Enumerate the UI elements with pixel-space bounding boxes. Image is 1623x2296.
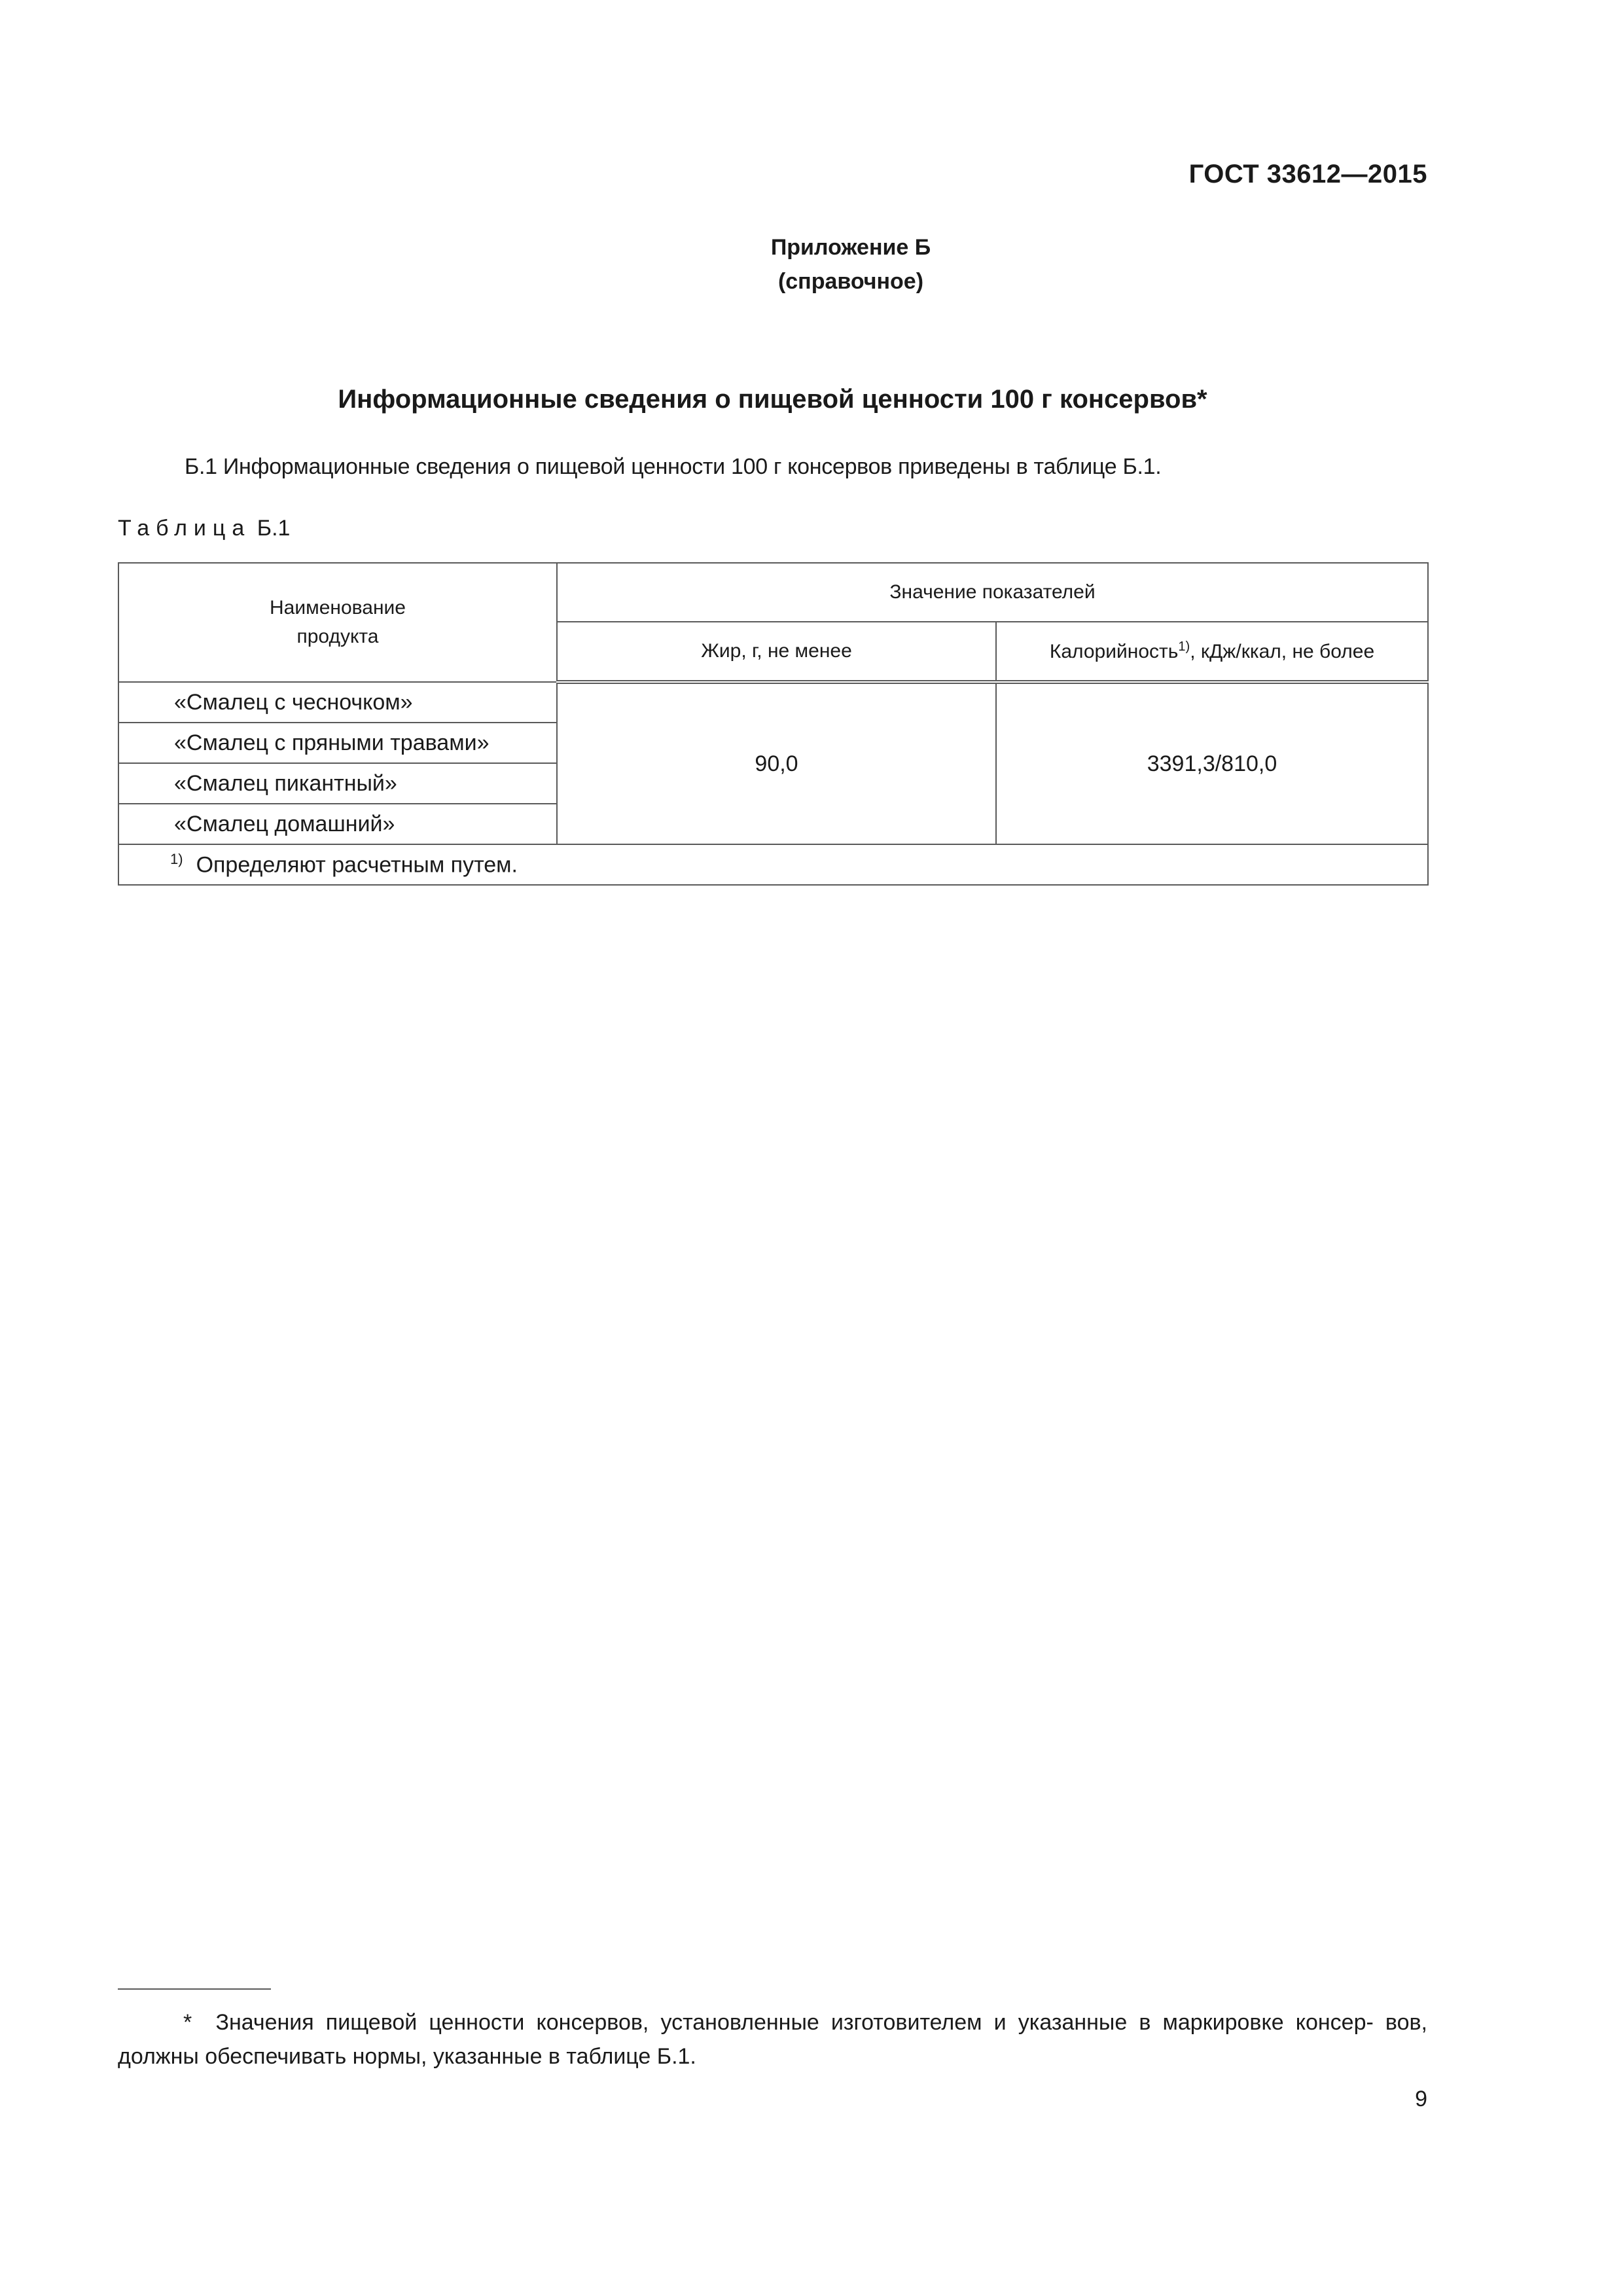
product-name: «Смалец с чесночком» bbox=[118, 682, 557, 723]
appendix-type: (справочное) bbox=[777, 269, 924, 294]
footnote bbox=[118, 2005, 1427, 2073]
nutrition-table bbox=[118, 562, 1429, 886]
footnote-divider bbox=[118, 1988, 271, 1990]
table-note-text: Определяют расчетным путем. bbox=[196, 852, 518, 878]
header-product-name: Наименование продукта bbox=[118, 563, 557, 682]
header-calorie-footnote-mark: 1) bbox=[1178, 639, 1190, 654]
table-label-word: Таблица bbox=[118, 516, 251, 541]
fat-value: 90,0 bbox=[557, 682, 996, 844]
table-label-number: Б.1 bbox=[257, 516, 291, 541]
page-number: 9 bbox=[1415, 2087, 1427, 2111]
header-calorie-rest: , кДж/ккал, не более bbox=[1190, 641, 1375, 662]
table-label bbox=[118, 516, 290, 541]
appendix-title: Приложение Б bbox=[770, 235, 931, 260]
footnote-text: Значения пищевой ценности консервов, установленные изготовителем и указанные в маркировке консер- вов, должны обеспечивать нормы, указанные в таблице Б.1. bbox=[118, 2010, 1427, 2069]
standard-number: ГОСТ 33612—2015 bbox=[1188, 160, 1427, 188]
product-name: «Смалец домашний» bbox=[118, 804, 557, 844]
table-note-mark: 1) bbox=[170, 851, 183, 868]
header-calorie bbox=[996, 622, 1428, 682]
appendix-heading bbox=[0, 230, 1623, 298]
header-fat: Жир, г, не менее bbox=[557, 622, 996, 682]
header-indicator-values: Значение показателей bbox=[557, 563, 1428, 622]
product-name: «Смалец пикантный» bbox=[118, 763, 557, 804]
table-header-row bbox=[118, 563, 1428, 622]
table-row bbox=[118, 682, 1428, 723]
calorie-value: 3391,3/810,0 bbox=[996, 682, 1428, 844]
header-calorie-main: Калорийность bbox=[1049, 641, 1179, 662]
section-title: Информационные сведения о пищевой ценности 100 г консервов* bbox=[338, 385, 1207, 414]
footnote-mark: * bbox=[183, 2010, 192, 2035]
section-paragraph: Б.1 Информационные сведения о пищевой ценности 100 г консервов приведены в таблице Б.1. bbox=[185, 454, 1162, 479]
table-note-row bbox=[118, 844, 1428, 885]
table-note bbox=[118, 844, 1428, 885]
product-name: «Смалец с пряными травами» bbox=[118, 723, 557, 763]
